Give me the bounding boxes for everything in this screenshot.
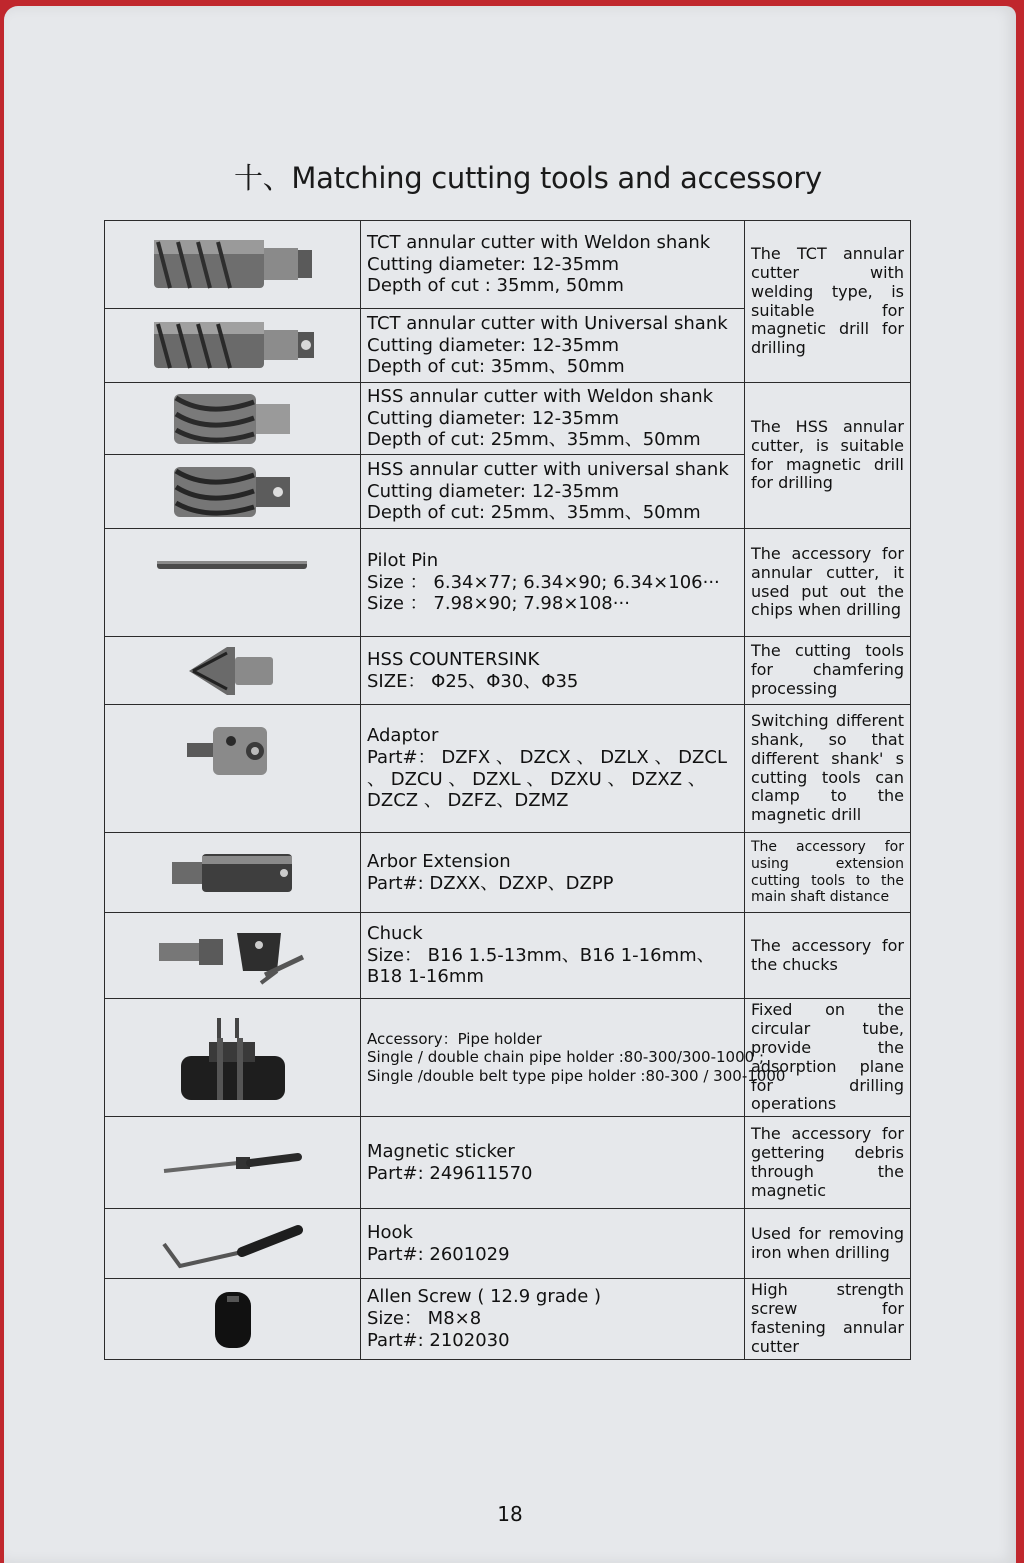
item-image [105,1279,361,1360]
adaptor-icon [183,721,283,781]
chuck-icon [153,921,313,991]
item-image [105,1117,361,1209]
item-info [361,705,745,833]
pipe-holder-icon [173,1012,293,1104]
table-row [105,913,911,999]
page-number: 18 [497,1502,523,1526]
item-name: Pilot Pin [367,549,439,571]
item-image [105,637,361,705]
table-row [105,705,911,833]
manual-page [4,6,1016,1563]
item-name: Allen Screw ( 12.9 grade ) [367,1286,602,1308]
item-spec: Single / double chain pipe holder :80-300/300-1000 ; [367,1048,765,1067]
table-row [105,221,911,309]
item-spec: Cutting diameter: 12-35mm [367,334,620,356]
hss-weldon-cutter-icon [168,388,298,450]
item-info [361,529,745,637]
table-row [105,529,911,637]
table-row [105,1279,911,1360]
item-image [105,221,361,309]
item-image [105,705,361,833]
item-name: Chuck [367,922,423,944]
item-description: High strength screw for fastening annular cutter [745,1279,911,1360]
item-image [105,833,361,913]
item-image [105,383,361,455]
pilot-pin-icon [153,555,313,575]
item-info [361,999,786,1117]
item-spec: Cutting diameter: 12-35mm [367,253,620,275]
hss-universal-cutter-icon [168,461,298,523]
item-description: Used for removing iron when drilling [745,1209,911,1279]
item-info [361,221,745,309]
item-spec: Depth of cut : 35mm, 50mm [367,275,624,297]
item-spec: Single /double belt type pipe holder :80-300 / 300-1000 [367,1066,786,1085]
item-spec: Part#: DZXX、DZXP、DZPP [367,872,614,894]
item-info [361,383,745,455]
item-description: The accessory for the chucks [745,913,911,999]
arbor-extension-icon [168,848,298,898]
item-name: Accessory：Pipe holder [367,1030,542,1049]
item-info [361,455,745,529]
table-row [105,383,911,455]
item-name: Magnetic sticker [367,1140,515,1162]
table-row [105,637,911,705]
allen-screw-icon [203,1286,263,1352]
item-spec: SIZE： Φ25、Φ30、Φ35 [367,670,579,692]
item-spec: Cutting diameter: 12-35mm [367,480,620,502]
tct-weldon-cutter-icon [148,230,318,300]
item-image [105,999,361,1117]
item-description: Switching different shank, so that different shank' s cutting tools can clamp to the magnetic drill [745,705,911,833]
item-image [105,529,361,637]
item-description: Fixed on the circular tube, provide the adsorption plane for drilling operations [745,999,911,1117]
item-name: HSS annular cutter with universal shank [367,458,729,480]
item-spec: Cutting diameter: 12-35mm [367,407,620,429]
item-info [361,637,745,705]
item-name: TCT annular cutter with Weldon shank [367,231,711,253]
item-spec: Size ： 7.98×90; 7.98×108··· [367,593,630,615]
item-spec: Size： B16 1.5-13mm、B16 1-16mm、B18 1-16mm [367,944,715,988]
item-description: The accessory for annular cutter, it used put out the chips when drilling [745,529,911,637]
item-name: Arbor Extension [367,850,511,872]
item-image [105,913,361,999]
item-image [105,309,361,383]
item-spec: Part#: 249611570 [367,1162,533,1184]
item-info [361,833,745,913]
table-row [105,1209,911,1279]
item-description: The accessory for gettering debris through the magnetic [745,1117,911,1209]
item-spec: Size ： 6.34×77; 6.34×90; 6.34×106··· [367,571,720,593]
magnetic-sticker-icon [158,1143,308,1183]
item-info [361,309,745,383]
item-description: The cutting tools for chamfering processing [745,637,911,705]
item-spec: Depth of cut: 25mm、35mm、50mm [367,502,701,524]
item-spec: Size： M8×8 [367,1308,482,1330]
item-image [105,1209,361,1279]
item-name: HSS COUNTERSINK [367,648,540,670]
table-row [105,999,911,1117]
item-name: TCT annular cutter with Universal shank [367,312,728,334]
accessory-table [104,220,911,1360]
item-spec: Depth of cut: 35mm、50mm [367,356,625,378]
item-info [361,1117,745,1209]
table-row [105,1117,911,1209]
section-heading: 十、Matching cutting tools and accessory [234,161,822,195]
hook-icon [158,1216,308,1272]
item-description: The HSS annular cutter, is suitable for magnetic drill for drilling [745,383,911,529]
item-info [361,1279,745,1360]
countersink-icon [183,641,283,701]
item-info [361,1209,745,1279]
item-info [361,913,745,999]
item-name: Adaptor [367,724,439,746]
item-description: The TCT annular cutter with welding type, is suitable for magnetic drill for drilling [745,221,911,383]
item-spec: Part#: 2102030 [367,1329,510,1351]
table-row [105,833,911,913]
item-image [105,455,361,529]
item-description: The accessory for using extension cutting tools to the main shaft distance [745,833,911,913]
item-name: Hook [367,1221,413,1243]
tct-universal-cutter-icon [148,314,318,378]
item-name: HSS annular cutter with Weldon shank [367,385,714,407]
item-spec: Part#： DZFX 、 DZCX 、 DZLX 、 DZCL 、 DZCU 、 DZXL 、 DZXU 、 DZXZ 、 DZCZ 、 DZFZ、DZMZ [367,746,727,812]
item-spec: Depth of cut: 25mm、35mm、50mm [367,429,701,451]
item-spec: Part#: 2601029 [367,1243,510,1265]
